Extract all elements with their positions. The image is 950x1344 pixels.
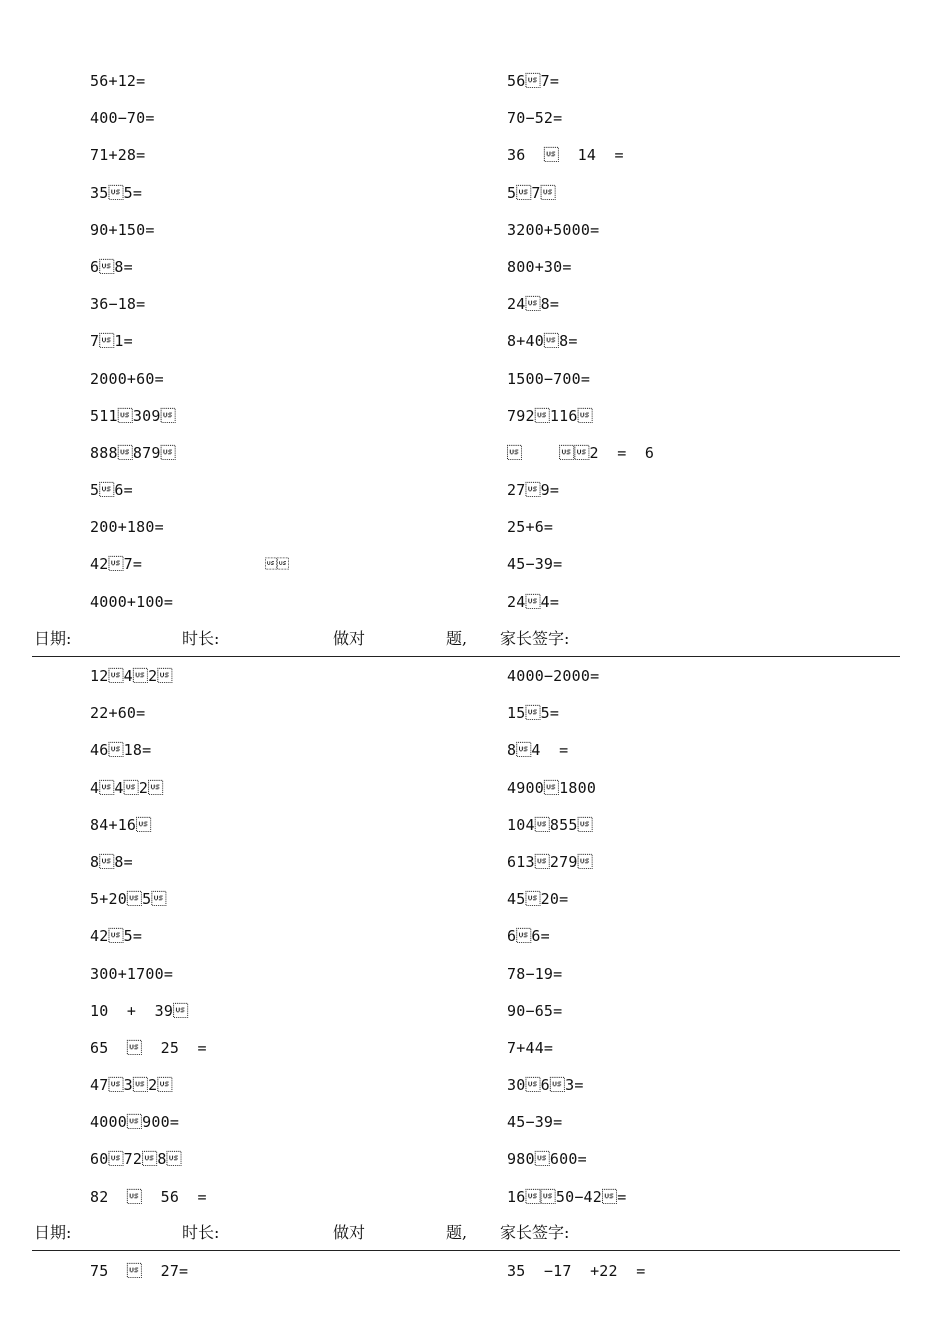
date-label: 日期: — [34, 1223, 72, 1242]
duration-label: 时长: — [182, 1223, 220, 1242]
problem: 78−19= — [507, 964, 563, 983]
correct-label: 做对 — [333, 1223, 366, 1242]
problem-block-2 — [0, 666, 950, 1224]
problem: 71+28= — [90, 146, 146, 165]
problem: 30 6 3= — [507, 1076, 584, 1095]
problem: 35 −17 +22 = — [507, 1262, 646, 1280]
problem: 36−18= — [90, 295, 146, 314]
problem-row — [0, 369, 950, 406]
problem: 4000+100= — [90, 592, 174, 611]
problem-row — [0, 554, 950, 591]
divider — [32, 656, 900, 657]
problem: 42 5= — [90, 927, 143, 946]
problem: 56+12= — [90, 72, 146, 90]
problem: 65 25 = — [90, 1038, 207, 1057]
problem: 12 4 2 — [90, 667, 173, 685]
problem-row — [0, 71, 950, 108]
correct-label: 做对 — [333, 629, 366, 648]
problem: 4 4 2 — [90, 778, 164, 797]
problem-row — [0, 1038, 950, 1075]
problem: 3200+5000= — [507, 220, 600, 239]
score-footer — [0, 1221, 950, 1251]
problem: 24 4= — [507, 592, 560, 611]
problem: 8 8= — [90, 852, 133, 871]
problem: 90+150= — [90, 220, 155, 239]
problem-row — [0, 926, 950, 963]
problem-row — [0, 331, 950, 368]
problem: 27 9= — [507, 481, 560, 500]
problem: 511 309 — [90, 406, 176, 425]
problem: 613 279 — [507, 852, 593, 871]
problem: 8+40 8= — [507, 332, 578, 351]
problem-row — [0, 964, 950, 1001]
problem: 104 855 — [507, 815, 593, 834]
problem: 400−70= — [90, 109, 155, 128]
problem: 25+6= — [507, 518, 554, 537]
problem: 8 4 = — [507, 741, 569, 760]
problem-block-3 — [0, 1261, 950, 1298]
problem: 35 5= — [90, 183, 143, 202]
parent-sign-label: 家长签字: — [500, 629, 570, 648]
problem: 82 56 = — [90, 1187, 207, 1206]
problem: 84+16 — [90, 815, 152, 834]
problem: 16 50−42 = — [507, 1187, 627, 1206]
problem-row — [0, 108, 950, 145]
problem-row — [0, 1187, 950, 1224]
problem: 45 20= — [507, 890, 569, 909]
problem: 7+44= — [507, 1038, 554, 1057]
problem-row — [0, 406, 950, 443]
problem-row — [0, 220, 950, 257]
problem: 36 14 = — [507, 146, 624, 165]
problem-row — [0, 294, 950, 331]
problem-row — [0, 889, 950, 926]
problem: 46 18= — [90, 741, 152, 760]
problem: 5+20 5 — [90, 890, 167, 909]
problem-row — [0, 1112, 950, 1149]
problem-row — [0, 1001, 950, 1038]
problem-row — [0, 815, 950, 852]
problem: 7 1= — [90, 332, 133, 351]
problem-row — [0, 592, 950, 629]
score-footer — [0, 627, 950, 657]
problem: 5 6= — [90, 481, 133, 500]
problem: 45−39= — [507, 555, 563, 574]
problem-row — [0, 183, 950, 220]
problem: 15 5= — [507, 704, 560, 723]
problem: 2 = 6 — [507, 443, 655, 462]
problem-row — [0, 1261, 950, 1298]
problem-row — [0, 666, 950, 703]
problem: 800+30= — [507, 257, 572, 276]
problem: 10 + 39 — [90, 1001, 189, 1020]
problem-row — [0, 145, 950, 182]
problem: 1500−700= — [507, 369, 591, 388]
problem: 980 600= — [507, 1150, 587, 1169]
problem: 90−65= — [507, 1001, 563, 1020]
problem-row — [0, 443, 950, 480]
problem-row — [0, 480, 950, 517]
duration-label: 时长: — [182, 629, 220, 648]
problem-row — [0, 740, 950, 777]
problem-row — [0, 1075, 950, 1112]
date-label: 日期: — [34, 629, 72, 648]
questions-label: 题, — [446, 1223, 468, 1242]
problem: 5 7 — [507, 183, 556, 202]
problem: 4900 1800 — [507, 778, 597, 797]
problem-row — [0, 257, 950, 294]
problem: 45−39= — [507, 1113, 563, 1132]
problem: 6 6= — [507, 927, 550, 946]
problem-row — [0, 778, 950, 815]
problem: 70−52= — [507, 109, 563, 128]
parent-sign-label: 家长签字: — [500, 1223, 570, 1242]
problem-row — [0, 517, 950, 554]
problem-row — [0, 703, 950, 740]
problem: 22+60= — [90, 704, 146, 723]
problem: 792 116 — [507, 406, 593, 425]
problem: 888 879 — [90, 443, 176, 462]
stray-mark — [265, 557, 289, 572]
problem: 2000+60= — [90, 369, 164, 388]
divider — [32, 1250, 900, 1251]
problem: 24 8= — [507, 295, 560, 314]
problem: 75 27= — [90, 1262, 189, 1280]
problem-row — [0, 1149, 950, 1186]
problem-row — [0, 852, 950, 889]
problem: 4000−2000= — [507, 667, 600, 685]
problem: 47 3 2 — [90, 1076, 173, 1095]
problem: 300+1700= — [90, 964, 174, 983]
problem-block-1 — [0, 71, 950, 629]
problem: 56 7= — [507, 72, 560, 90]
problem: 6 8= — [90, 257, 133, 276]
problem: 200+180= — [90, 518, 164, 537]
problem: 60 72 8 — [90, 1150, 182, 1169]
problem: 4000 900= — [90, 1113, 180, 1132]
questions-label: 题, — [446, 629, 468, 648]
problem: 42 7= — [90, 555, 143, 574]
